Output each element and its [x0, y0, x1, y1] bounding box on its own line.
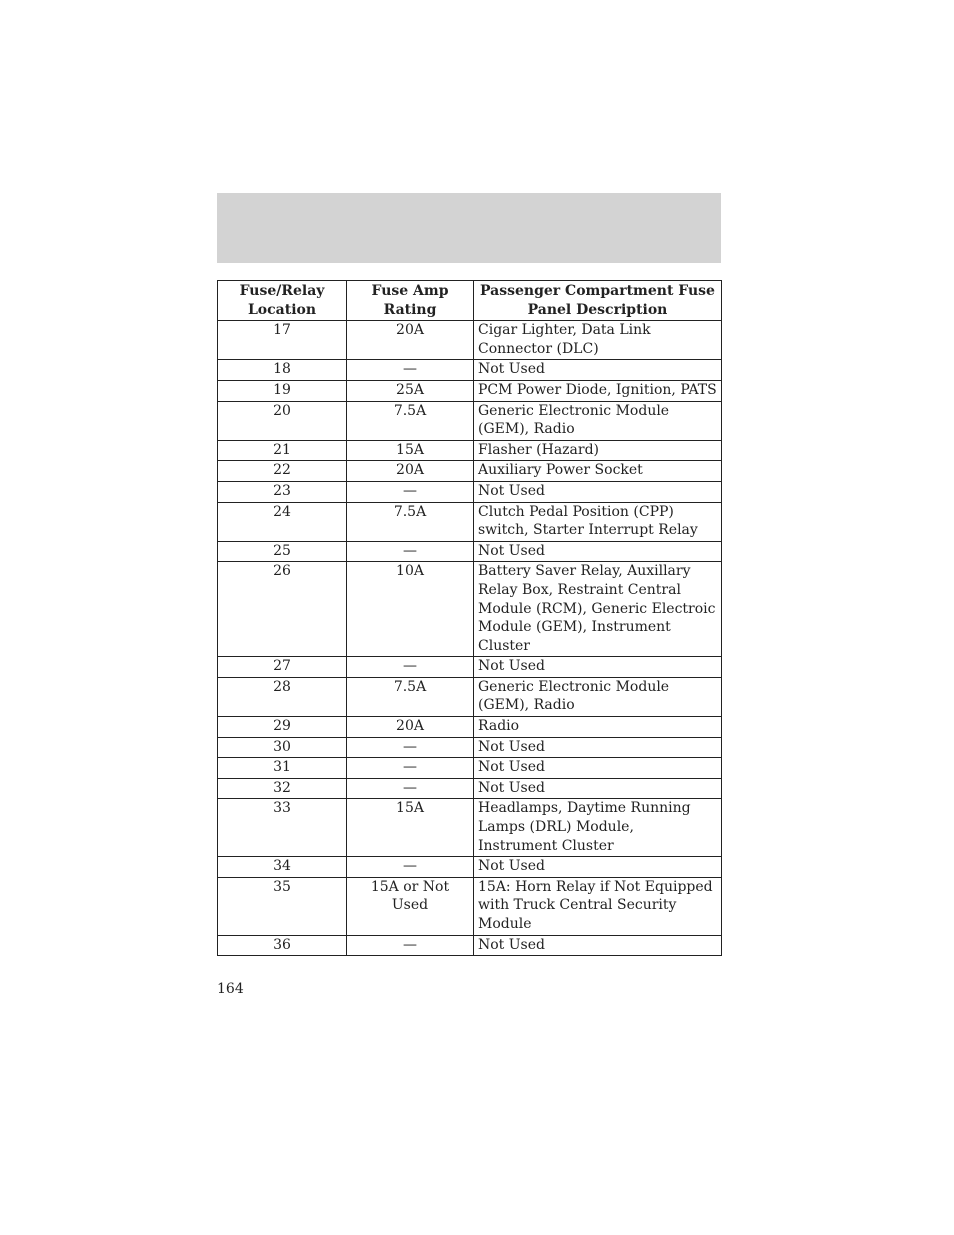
fuse-location-cell: 29: [218, 717, 347, 738]
fuse-location-cell: 19: [218, 380, 347, 401]
description-cell: Radio: [474, 717, 722, 738]
fuse-location-cell: 20: [218, 401, 347, 440]
table-row: [218, 562, 722, 657]
amp-rating-cell: —: [347, 360, 474, 381]
table-row: [218, 857, 722, 878]
fuse-location-cell: 17: [218, 321, 347, 360]
amp-rating-cell: —: [347, 857, 474, 878]
fuse-location-cell: 36: [218, 935, 347, 956]
table-row: [218, 360, 722, 381]
fuse-location-cell: 33: [218, 799, 347, 857]
amp-rating-cell: 7.5A: [347, 401, 474, 440]
fuse-location-cell: 28: [218, 677, 347, 716]
description-cell: 15A: Horn Relay if Not Equipped with Truck Central Security Module: [474, 877, 722, 935]
table-row: [218, 677, 722, 716]
header-amp-rating: [347, 281, 474, 321]
section-header-band: [217, 193, 721, 263]
description-cell: Battery Saver Relay, Auxillary Relay Box, Restraint Central Module (RCM), Generic Electroic Module (GEM), Instrument Cluster: [474, 562, 722, 657]
fuse-location-cell: 21: [218, 440, 347, 461]
description-cell: Not Used: [474, 737, 722, 758]
table-row: [218, 657, 722, 678]
description-cell: Generic Electronic Module (GEM), Radio: [474, 677, 722, 716]
table-row: [218, 380, 722, 401]
table-row: [218, 440, 722, 461]
amp-rating-cell: 15A: [347, 799, 474, 857]
table-row: [218, 502, 722, 541]
amp-rating-cell: 20A: [347, 321, 474, 360]
table-row: [218, 321, 722, 360]
description-cell: Not Used: [474, 481, 722, 502]
table-header-row: [218, 281, 722, 321]
description-cell: Not Used: [474, 657, 722, 678]
amp-rating-cell: 15A: [347, 440, 474, 461]
fuse-location-cell: 24: [218, 502, 347, 541]
table-row: [218, 737, 722, 758]
header-description: [474, 281, 722, 321]
header-desc-line1: Passenger Compartment Fuse: [480, 283, 715, 299]
header-desc-line2: Panel Description: [527, 301, 668, 318]
description-cell: Cigar Lighter, Data Link Connector (DLC): [474, 321, 722, 360]
table-row: [218, 541, 722, 562]
amp-rating-cell: 7.5A: [347, 502, 474, 541]
header-location-line1: Fuse/Relay: [239, 283, 325, 299]
fuse-table: [217, 280, 722, 956]
amp-rating-cell: —: [347, 935, 474, 956]
fuse-location-cell: 27: [218, 657, 347, 678]
amp-rating-cell: 25A: [347, 380, 474, 401]
amp-rating-cell: —: [347, 737, 474, 758]
fuse-location-cell: 31: [218, 758, 347, 779]
table-row: [218, 935, 722, 956]
amp-rating-cell: —: [347, 758, 474, 779]
fuse-location-cell: 32: [218, 778, 347, 799]
amp-rating-cell: 20A: [347, 461, 474, 482]
page-number: 164: [217, 981, 244, 997]
description-cell: Headlamps, Daytime Running Lamps (DRL) Module, Instrument Cluster: [474, 799, 722, 857]
description-cell: Not Used: [474, 541, 722, 562]
amp-rating-cell: 10A: [347, 562, 474, 657]
description-cell: Not Used: [474, 360, 722, 381]
amp-rating-cell: 7.5A: [347, 677, 474, 716]
fuse-location-cell: 25: [218, 541, 347, 562]
description-cell: Flasher (Hazard): [474, 440, 722, 461]
table-row: [218, 758, 722, 779]
table-row: [218, 778, 722, 799]
amp-rating-cell: —: [347, 481, 474, 502]
amp-rating-cell: —: [347, 657, 474, 678]
description-cell: Generic Electronic Module (GEM), Radio: [474, 401, 722, 440]
description-cell: Clutch Pedal Position (CPP) switch, Starter Interrupt Relay: [474, 502, 722, 541]
table-row: [218, 799, 722, 857]
table-row: [218, 717, 722, 738]
fuse-location-cell: 26: [218, 562, 347, 657]
description-cell: Not Used: [474, 935, 722, 956]
table-row: [218, 481, 722, 502]
description-cell: Auxiliary Power Socket: [474, 461, 722, 482]
amp-rating-cell: —: [347, 541, 474, 562]
description-cell: PCM Power Diode, Ignition, PATS: [474, 380, 722, 401]
fuse-location-cell: 35: [218, 877, 347, 935]
fuse-location-cell: 18: [218, 360, 347, 381]
amp-rating-cell: —: [347, 778, 474, 799]
amp-rating-cell: 20A: [347, 717, 474, 738]
description-cell: Not Used: [474, 778, 722, 799]
fuse-location-cell: 23: [218, 481, 347, 502]
table-row: [218, 461, 722, 482]
table-row: [218, 877, 722, 935]
fuse-location-cell: 30: [218, 737, 347, 758]
header-location-line2: Location: [247, 301, 317, 318]
description-cell: Not Used: [474, 758, 722, 779]
description-cell: Not Used: [474, 857, 722, 878]
header-amp-line1: Fuse Amp: [371, 283, 449, 299]
fuse-location-cell: 22: [218, 461, 347, 482]
fuse-location-cell: 34: [218, 857, 347, 878]
header-location: [218, 281, 347, 321]
header-amp-line2: Rating: [383, 301, 437, 318]
table-row: [218, 401, 722, 440]
amp-rating-cell: 15A or Not Used: [347, 877, 474, 935]
